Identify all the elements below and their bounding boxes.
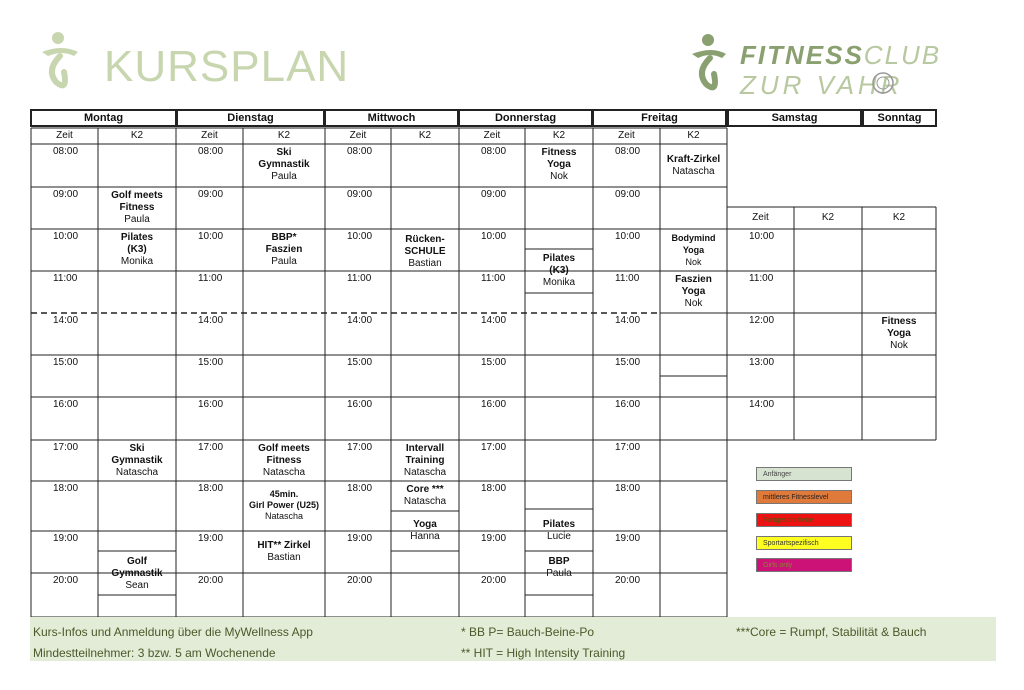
time-cell: 09:00 (198, 189, 224, 200)
subheader-zeit: Zeit (618, 130, 635, 141)
subheader-k2: K2 (277, 130, 291, 141)
legend-item-mittleres: mittleres Fitnesslevel (756, 490, 852, 504)
time-cell: 08:00 (615, 146, 641, 157)
course-golf-gymnastik: Golf Gymnastik Sean (111, 556, 163, 591)
footer-info: Kurs-Infos und Anmeldung über die MyWellness App (33, 625, 313, 639)
time-cell: 11:00 (198, 273, 223, 284)
time-cell: 14:00 (615, 315, 641, 326)
time-cell: 09:00 (347, 189, 373, 200)
course-bbp: BBP Paula (546, 556, 572, 579)
time-cell: 16:00 (481, 399, 507, 410)
course-kraft-zirkel: Kraft-Zirkel Natascha (666, 154, 721, 177)
legend-item-fortgeschrittene: Fortgeschrittene (756, 513, 852, 527)
time-cell: 10:00 (481, 231, 507, 242)
time-cell: 16:00 (615, 399, 641, 410)
time-cell: 15:00 (347, 357, 373, 368)
time-cell: 19:00 (481, 533, 507, 544)
time-cell: 20:00 (347, 575, 373, 586)
course-bodymind-yoga: Bodymind Yoga Nok (671, 233, 716, 267)
course-faszien-yoga: Faszien Yoga Nok (675, 274, 712, 309)
brand-subname: ZUR VAHR (740, 70, 904, 100)
subheader-k2: K2 (130, 130, 144, 141)
legend-item-sportartspezifisch: Sportartspezifisch (756, 536, 852, 550)
subheader-zeit: Zeit (349, 130, 367, 141)
page-title: KURSPLAN (104, 42, 350, 91)
time-cell: 08:00 (198, 146, 224, 157)
day-header-dienstag: Dienstag (227, 112, 274, 124)
time-cell: 10:00 (53, 231, 79, 242)
course-bbp-faszien: BBP* Faszien Paula (265, 232, 303, 267)
course-pilates: Pilates (K3) Monika (120, 232, 154, 267)
time-cell: 18:00 (347, 483, 373, 494)
subheader-zeit: Zeit (752, 212, 769, 223)
time-cell: 11:00 (347, 273, 372, 284)
time-cell: 15:00 (615, 357, 641, 368)
subheader-k2: K2 (892, 212, 906, 223)
time-cell: 10:00 (198, 231, 224, 242)
course-ruecken-schule: Rücken- SCHULE Bastian (404, 234, 446, 269)
time-cell: 08:00 (53, 146, 79, 157)
subheader-zeit: Zeit (56, 130, 73, 141)
time-cell: 19:00 (347, 533, 373, 544)
time-cell: 16:00 (198, 399, 224, 410)
legend-item-anfaenger: Anfänger (756, 467, 852, 481)
time-cell: 17:00 (198, 442, 224, 453)
time-cell: 11:00 (749, 273, 774, 284)
brand-name: FITNESSCLUB (740, 40, 942, 70)
course-pilates: Pilates (K3) Monika (542, 253, 576, 288)
course-yoga: Yoga Hanna (410, 519, 440, 542)
time-cell: 11:00 (481, 273, 506, 284)
time-cell: 14:00 (53, 315, 79, 326)
time-cell: 18:00 (53, 483, 79, 494)
time-cell: 17:00 (615, 442, 641, 453)
time-cell: 16:00 (347, 399, 373, 410)
subheader-zeit: Zeit (483, 130, 501, 141)
time-cell: 13:00 (749, 357, 775, 368)
day-header-sonntag: Sonntag (877, 112, 922, 124)
time-cell: 08:00 (347, 146, 373, 157)
time-cell: 18:00 (198, 483, 224, 494)
footer-hit-note: ** HIT = High Intensity Training (461, 646, 626, 660)
time-cell: 20:00 (481, 575, 507, 586)
time-cell: 15:00 (53, 357, 79, 368)
time-cell: 20:00 (198, 575, 224, 586)
time-cell: 11:00 (53, 273, 78, 284)
course-pilates-lucie: Pilates Lucie (542, 519, 576, 542)
subheader-k2: K2 (821, 212, 835, 223)
footer-core-note: ***Core = Rumpf, Stabilität & Bauch (736, 625, 927, 639)
subheader-k2: K2 (687, 130, 700, 141)
time-cell: 15:00 (481, 357, 507, 368)
time-cell: 17:00 (347, 442, 373, 453)
subheader-zeit: Zeit (201, 130, 218, 141)
course-ski-gymnastik: Ski Gymnastik Natascha (111, 443, 163, 478)
time-cell: 20:00 (53, 575, 79, 586)
course-fitness-yoga: Fitness Yoga Nok (881, 316, 917, 351)
time-cell: 08:00 (481, 146, 507, 157)
course-intervall-training: Intervall Training Natascha (403, 443, 447, 478)
time-cell: 17:00 (53, 442, 79, 453)
legend-item-girls-only: Girls only (756, 558, 852, 572)
time-cell: 14:00 (749, 399, 775, 410)
course-golf-meets-fitness: Golf meets Fitness Natascha (258, 443, 310, 478)
time-cell: 19:00 (615, 533, 641, 544)
day-header-mittwoch: Mittwoch (367, 112, 416, 124)
time-cell: 18:00 (481, 483, 507, 494)
time-cell: 14:00 (481, 315, 507, 326)
course-fitness-yoga: Fitness Yoga Nok (541, 147, 577, 182)
time-cell: 15:00 (198, 357, 224, 368)
time-cell: 10:00 (347, 231, 373, 242)
subheader-k2: K2 (418, 130, 432, 141)
course-core: Core *** Natascha (403, 484, 447, 507)
day-header-freitag: Freitag (641, 112, 678, 124)
day-header-samstag: Samstag (771, 112, 818, 124)
time-cell: 09:00 (615, 189, 641, 200)
time-cell: 16:00 (53, 399, 79, 410)
time-cell: 09:00 (481, 189, 507, 200)
course-golf-meets-fitness: Golf meets Fitness Paula (111, 190, 163, 225)
time-cell: 19:00 (198, 533, 224, 544)
day-header-montag: Montag (83, 112, 124, 124)
footer-bbp-note: * BB P= Bauch-Beine-Po (461, 625, 595, 639)
course-girl-power: 45min. Girl Power (U25) Natascha (248, 489, 320, 521)
time-cell: 10:00 (749, 231, 775, 242)
time-cell: 17:00 (481, 442, 507, 453)
time-cell: 14:00 (347, 315, 373, 326)
course-hit-zirkel: HIT** Zirkel Bastian (257, 540, 311, 563)
time-cell: 10:00 (615, 231, 641, 242)
time-cell: 18:00 (615, 483, 641, 494)
subheader-k2: K2 (552, 130, 566, 141)
time-cell: 09:00 (53, 189, 79, 200)
time-cell: 19:00 (53, 533, 79, 544)
time-cell: 14:00 (198, 315, 224, 326)
course-ski-gymnastik: Ski Gymnastik Paula (258, 147, 310, 182)
time-cell: 12:00 (749, 315, 775, 326)
time-cell: 11:00 (615, 273, 640, 284)
footer-min-participants: Mindestteilnehmer: 3 bzw. 5 am Wochenende (33, 646, 276, 660)
time-cell: 20:00 (615, 575, 641, 586)
day-header-donnerstag: Donnerstag (494, 112, 557, 124)
